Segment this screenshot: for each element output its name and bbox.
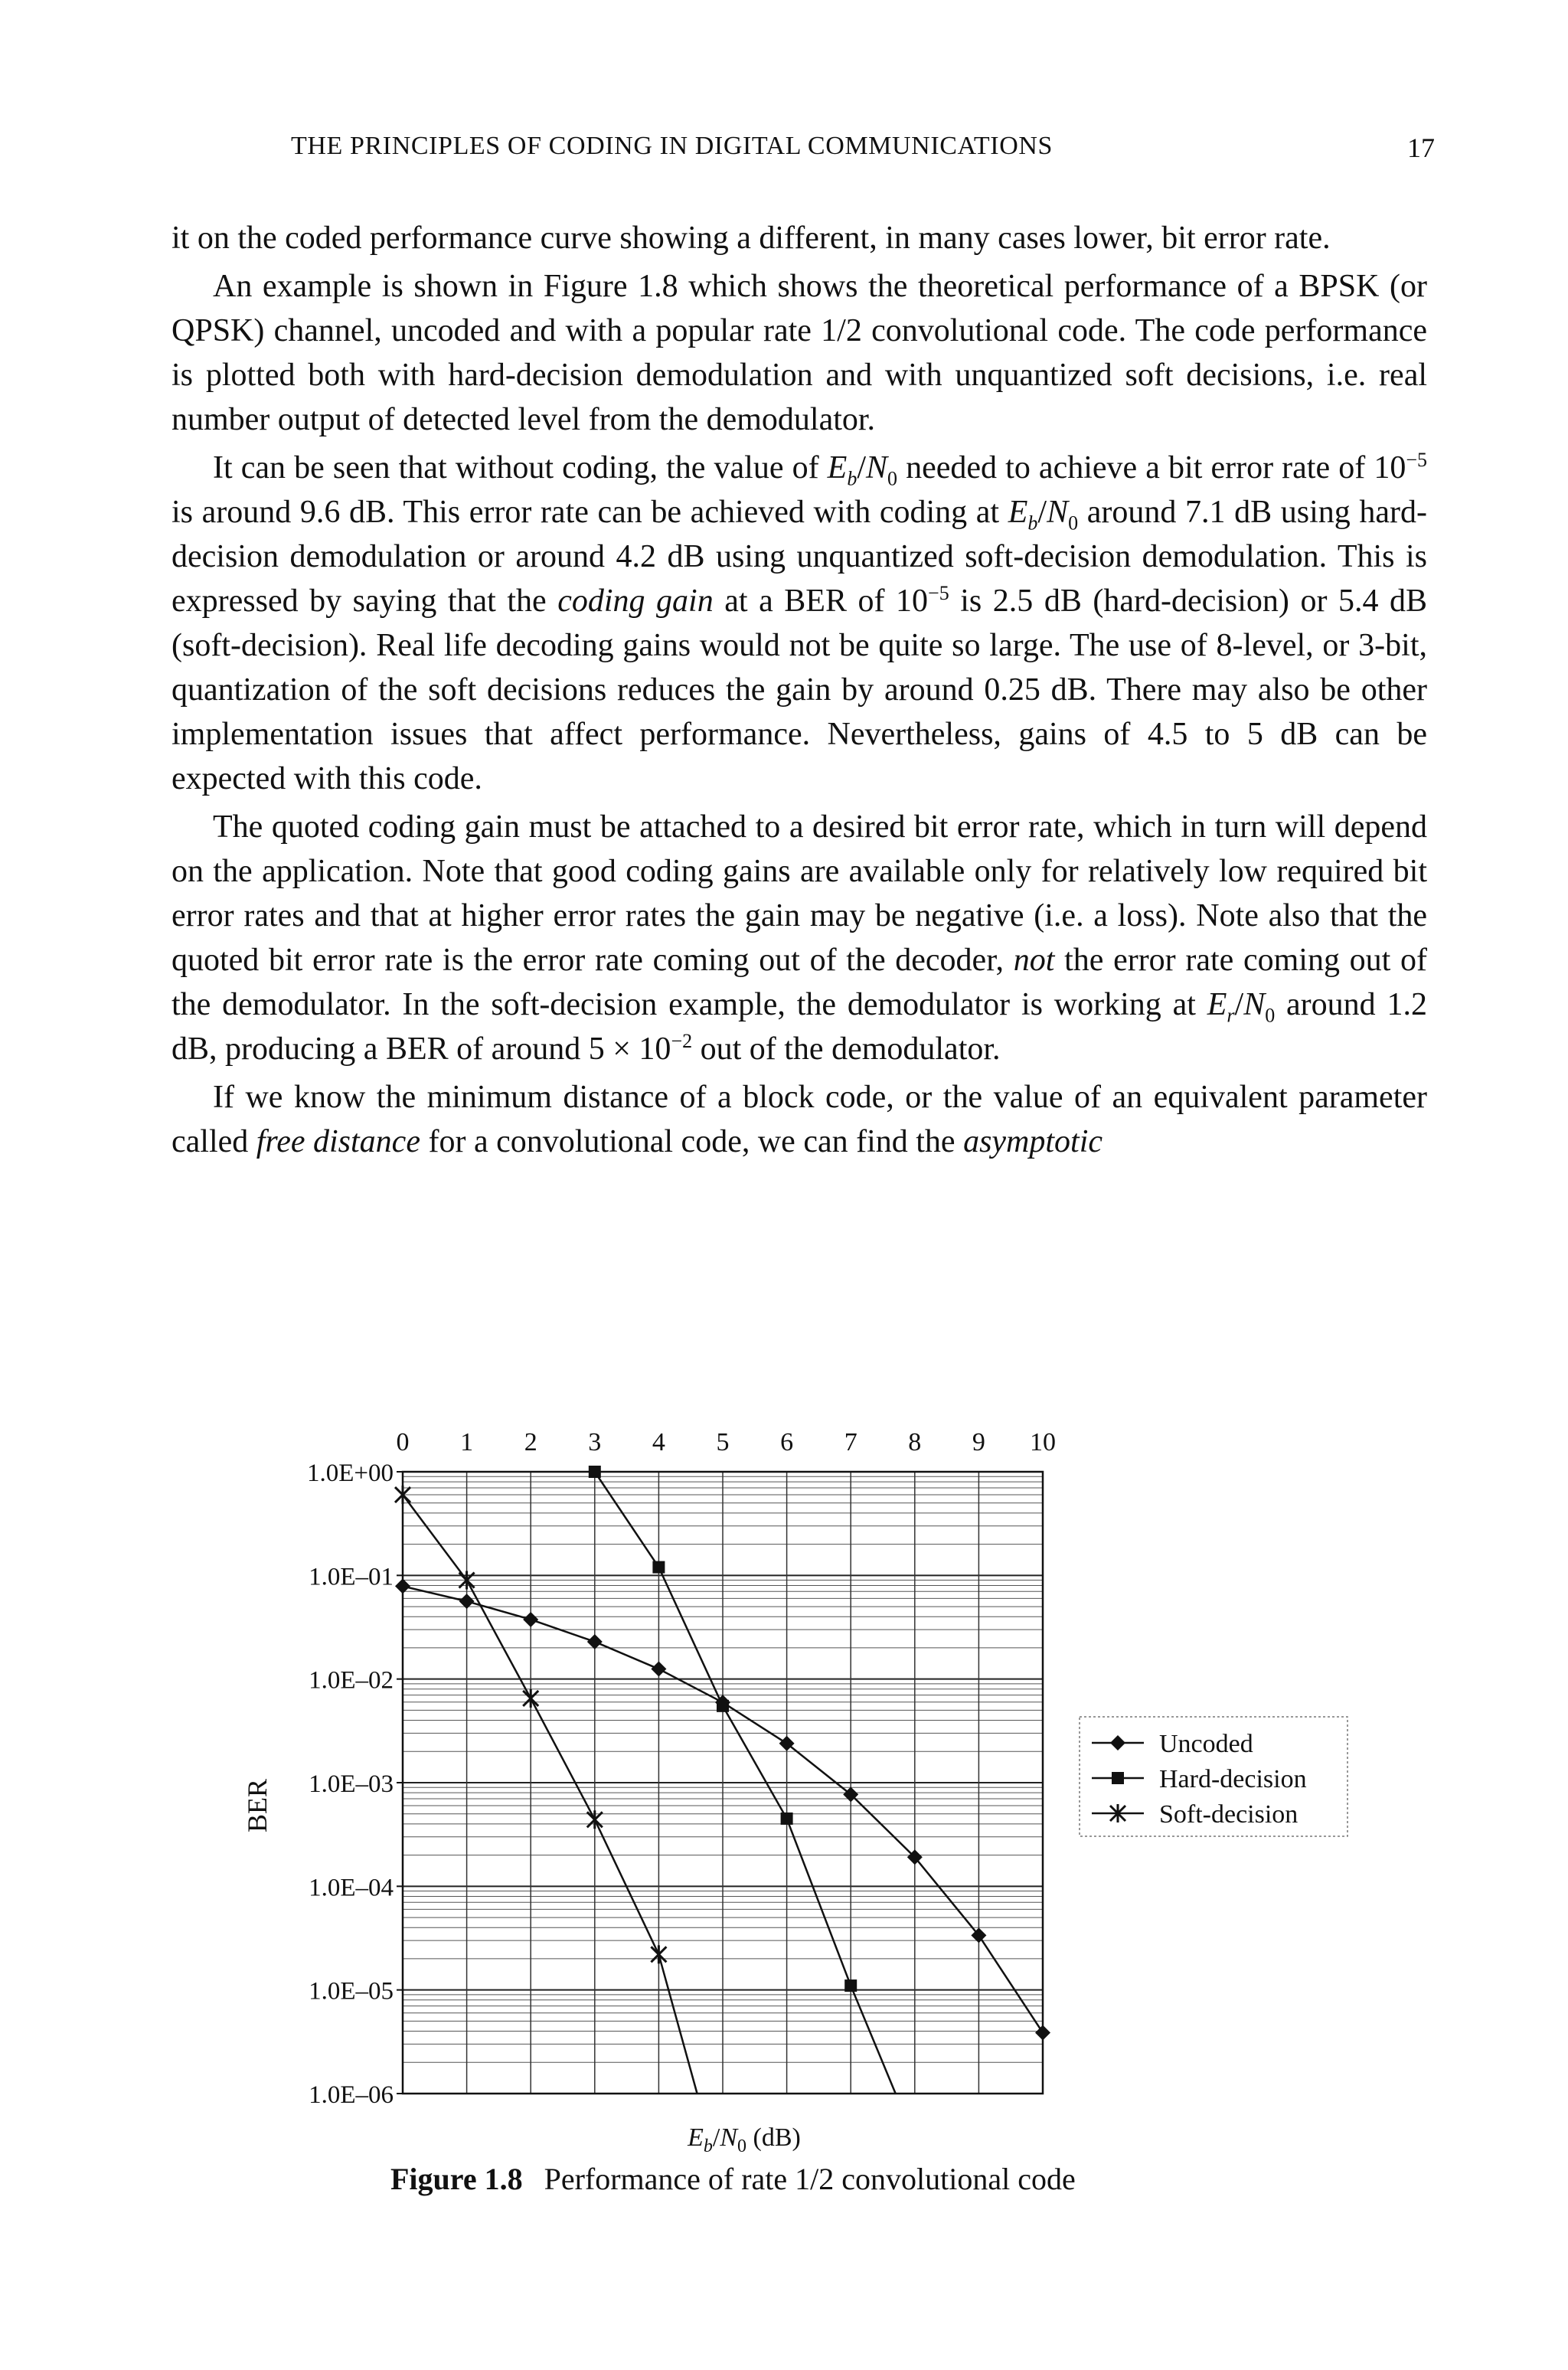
paragraph-4	[172, 805, 1427, 1071]
p3-text-a: It can be seen that without coding, the value of	[213, 450, 828, 485]
hard-decision-point	[781, 1813, 793, 1825]
p3-zero-2: 0	[1068, 512, 1079, 534]
p3-text-e: at a BER of 10	[713, 584, 929, 619]
legend-label: Uncoded	[1159, 1730, 1253, 1758]
paragraph-5	[172, 1075, 1427, 1164]
caption-label: Figure 1.8	[390, 2162, 523, 2196]
hard-decision-point	[652, 1561, 665, 1574]
p3-text-b: needed to achieve a bit error rate of 10	[897, 450, 1406, 485]
paragraph-2-text: An example is shown in Figure 1.8 which shows the theoretical performance of a BPSK (or QPSK) channel, uncoded and with a popular rate 1/2 convolutional code. The code performance is plotted both with hard-decision demodulation and with unquantized soft decisions, i.e. real number output of detected level from the demodulator.	[172, 269, 1427, 437]
p3-b-sub: b	[847, 467, 858, 490]
x-tick-label: 9	[972, 1428, 985, 1456]
p3-coding-gain: coding gain	[557, 584, 714, 619]
running-title: THE PRINCIPLES OF CODING IN DIGITAL COMMUNICATIONS	[291, 132, 1054, 160]
p4-er: E	[1207, 987, 1227, 1022]
uncoded-point	[587, 1634, 603, 1649]
p4-zero: 0	[1265, 1004, 1276, 1027]
y-tick-label: 1.0E–06	[309, 2081, 394, 2109]
p5-free-distance: free distance	[256, 1124, 420, 1159]
x-tick-label: 2	[524, 1428, 537, 1456]
x-tick-label: 8	[908, 1428, 922, 1456]
hard-decision-point	[589, 1466, 601, 1478]
paragraph-3	[172, 446, 1427, 801]
figure-caption	[390, 2161, 1309, 2197]
uncoded-point	[1035, 2025, 1050, 2040]
p3-zero: 0	[887, 467, 898, 490]
legend-label: Hard-decision	[1159, 1765, 1307, 1793]
p3-text-f: is 2.5 dB (hard-decision) or 5.4 dB (soft-decision). Real life decoding gains would not be quite so large. The use of 8-level, or 3-bit, quantization of the soft decisions reduces the gain by around 0.25 dB. There may also be other implementation issues that affect performance. Nevertheless, gains of 4.5 to 5 dB can be expected with this code.	[172, 584, 1428, 796]
p3-slash-2: /	[1037, 495, 1047, 530]
y-tick-label: 1.0E–05	[309, 1977, 394, 2006]
x-tick-label: 10	[1030, 1428, 1056, 1456]
p5-text-a: If we know the minimum distance of a block code, or the value of an equivalent parameter called	[172, 1080, 1427, 1159]
p3-slash: /	[857, 450, 866, 485]
x-tick-label: 5	[716, 1428, 730, 1456]
p3-exponent: −5	[1406, 449, 1427, 471]
y-tick-label: 1.0E–02	[309, 1666, 394, 1695]
y-tick-label: 1.0E–03	[309, 1770, 394, 1798]
p4-text-a: The quoted coding gain must be attached to a desired bit error rate, which in turn will depend on the application. Note that good coding gains are available only for relatively low required bit error rates and that at higher error rates the gain may be negative (i.e. a loss). Note also that the quoted bit error rate is the error rate coming out of the decoder,	[172, 809, 1427, 978]
p4-exponent: −2	[671, 1030, 693, 1052]
p4-slash: /	[1234, 987, 1244, 1022]
p3-n-2: N	[1047, 495, 1069, 530]
hard-decision-point	[844, 1979, 857, 1992]
y-tick-label: 1.0E–04	[309, 1874, 394, 1902]
p4-n: N	[1243, 987, 1266, 1022]
p3-text-d: around 7.1 dB using hard-decision demodulation or around 4.2 dB using unquantized soft-decision demodulation. This is expressed by saying that the	[172, 495, 1427, 619]
p5-asymptotic: asymptotic	[963, 1124, 1103, 1159]
p3-eb: E	[827, 450, 848, 485]
y-axis-label: BER	[242, 1778, 273, 1833]
p4-text-c: around 1.2 dB, producing a BER of around 5 × 10	[172, 987, 1427, 1067]
paragraph-1-text: it on the coded performance curve showing a different, in many cases lower, bit error rate.	[172, 221, 1331, 256]
body-text	[172, 216, 1427, 1168]
uncoded-point	[523, 1612, 538, 1627]
x-tick-label: 0	[396, 1428, 410, 1456]
ber-chart	[0, 1363, 1568, 2159]
uncoded-point	[651, 1662, 666, 1677]
p3-text-c: is around 9.6 dB. This error rate can be achieved with coding at	[172, 495, 1008, 530]
x-tick-label: 4	[652, 1428, 665, 1456]
x-tick-label: 1	[460, 1428, 474, 1456]
p3-n: N	[866, 450, 888, 485]
x-tick-label: 3	[588, 1428, 602, 1456]
figure-1-8	[0, 1363, 1568, 2267]
paragraph-1	[172, 216, 1427, 260]
p3-b-sub-2: b	[1027, 512, 1038, 534]
y-tick-label: 1.0E–01	[309, 1563, 394, 1591]
paragraph-2	[172, 264, 1427, 442]
p4-text-b: the error rate coming out of the demodulator. In the soft-decision example, the demodulator is working at	[172, 943, 1427, 1022]
x-tick-label: 6	[780, 1428, 794, 1456]
y-tick-label: 1.0E+00	[306, 1460, 394, 1487]
x-tick-label: 7	[844, 1428, 858, 1456]
hard-decision-point	[717, 1700, 729, 1712]
p3-exponent-2: −5	[928, 582, 949, 604]
x-axis-label: $E_b/N_0$ (dB)	[688, 2123, 801, 2156]
p5-text-b: for a convolutional code, we can find the	[420, 1124, 964, 1159]
hard-decision-point	[1112, 1772, 1124, 1784]
p4-r-sub: r	[1227, 1004, 1235, 1027]
p4-not: not	[1013, 943, 1055, 978]
p3-eb-2: E	[1008, 495, 1028, 530]
p4-text-d: out of the demodulator.	[692, 1031, 1001, 1067]
legend-label: Soft-decision	[1159, 1800, 1298, 1829]
page-number: 17	[1407, 132, 1435, 163]
caption-text: Performance of rate 1/2 convolutional code	[544, 2162, 1076, 2196]
soft-decision-series-line	[403, 1495, 697, 2094]
